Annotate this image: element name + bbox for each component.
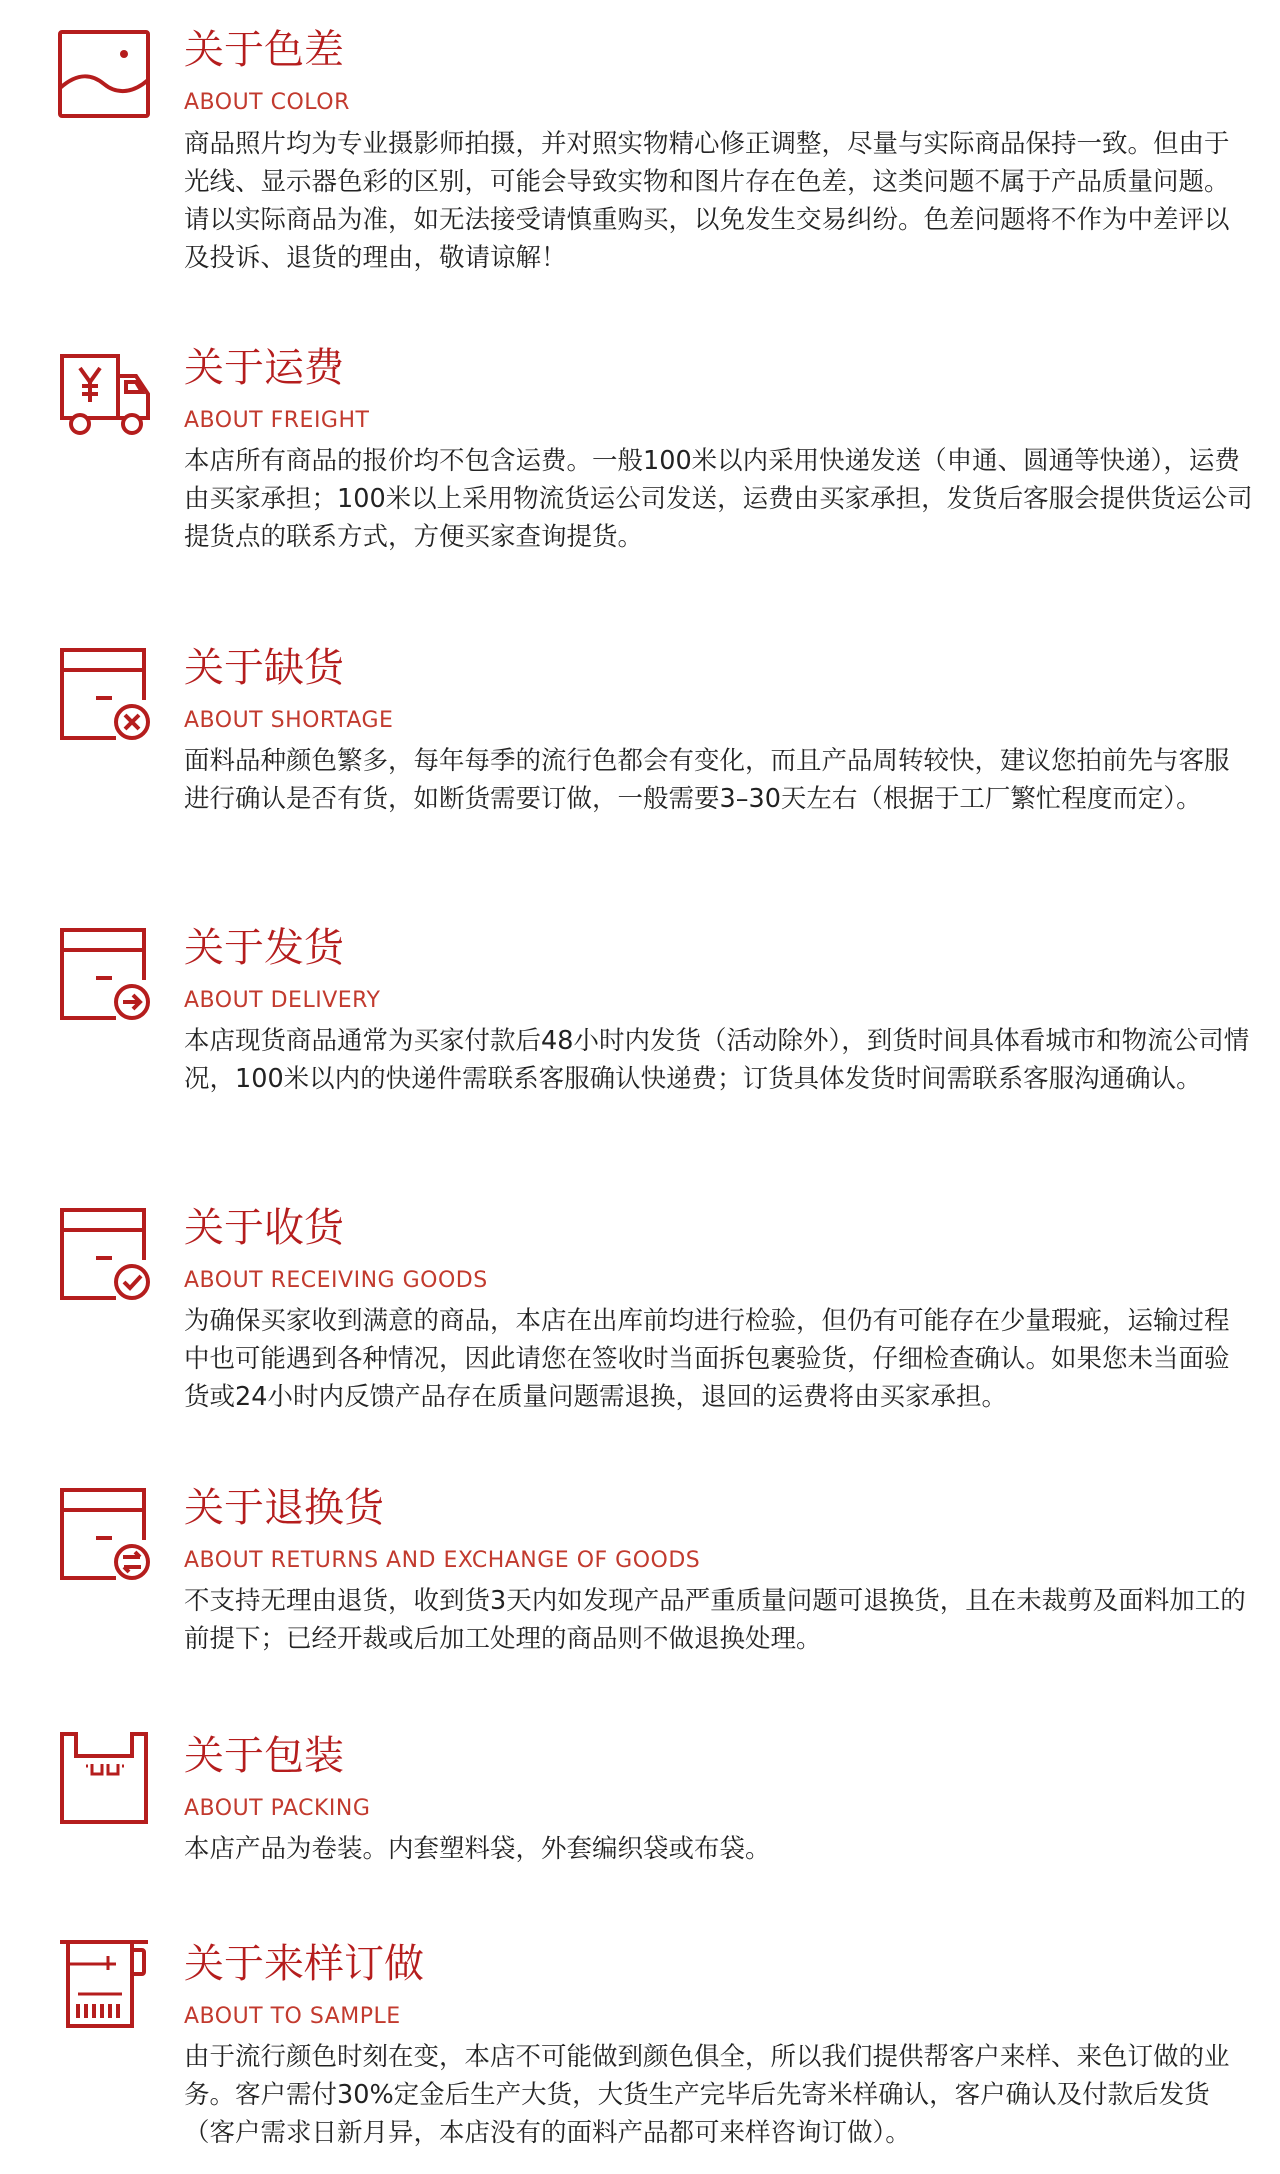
section-subtitle: ABOUT COLOR (184, 90, 350, 115)
section-body: 商品照片均为专业摄影师拍摄，并对照实物精心修正调整，尽量与实际商品保持一致。但由于光线、显示器色彩的区别，可能会导致实物和图片存在色差，这类问题不属于产品质量问题。请以实际商品为准，如无法接受请慎重购买，以免发生交易纠纷。色差问题将不作为中差评以及投诉、退货的理由，敬请谅解！ (184, 129, 1230, 273)
box-exchange-icon (56, 1486, 152, 1582)
section-body: 本店所有商品的报价均不包含运费。一般100米以内采用快递发送（申通、圆通等快递），运费由买家承担；100米以上采用物流货运公司发送，运费由买家承担，发货后客服会提供货运公司提货点的联系方式，方便买家查询提货。 (184, 446, 1253, 552)
section-body: 不支持无理由退货，收到货3天内如发现产品严重质量问题可退换货，且在未裁剪及面料加工的前提下；已经开裁或后加工处理的商品则不做退换处理。 (184, 1586, 1246, 1654)
section-receiving (0, 1180, 1280, 1460)
fabric-sample-icon (56, 1936, 152, 2032)
section-title: 关于运费 (184, 345, 344, 391)
section-title: 关于来样订做 (184, 1941, 424, 1987)
section-subtitle: ABOUT RETURNS AND EXCHANGE OF GOODS (184, 1548, 701, 1573)
box-check-icon (56, 1206, 152, 1302)
section-subtitle: ABOUT FREIGHT (184, 408, 370, 433)
section-body: 为确保买家收到满意的商品，本店在出库前均进行检验，但仍有可能存在少量瑕疵，运输过程中也可能遇到各种情况，因此请您在签收时当面拆包裹验货，仔细检查确认。如果您未当面验货或24小时内反馈产品存在质量问题需退换，退回的运费将由买家承担。 (184, 1306, 1230, 1412)
section-subtitle: ABOUT TO SAMPLE (184, 2004, 401, 2029)
section-subtitle: ABOUT SHORTAGE (184, 708, 394, 733)
section-packing (0, 1710, 1280, 1910)
section-title: 关于色差 (184, 27, 344, 73)
section-subtitle: ABOUT PACKING (184, 1796, 371, 1821)
package-bag-icon (56, 1730, 152, 1826)
delivery-truck-yen-icon (56, 346, 152, 442)
section-title: 关于缺货 (184, 645, 344, 691)
section-returns (0, 1460, 1280, 1710)
section-title: 关于收货 (184, 1205, 344, 1251)
section-subtitle: ABOUT RECEIVING GOODS (184, 1268, 488, 1293)
section-delivery (0, 900, 1280, 1180)
section-freight (0, 320, 1280, 620)
section-sample (0, 1910, 1280, 2174)
section-body: 本店产品为卷装。内套塑料袋，外套编织袋或布袋。 (184, 1834, 771, 1864)
section-title: 关于发货 (184, 925, 344, 971)
section-shortage (0, 620, 1280, 900)
box-cross-icon (56, 646, 152, 742)
section-body: 面料品种颜色繁多，每年每季的流行色都会有变化，而且产品周转较快，建议您拍前先与客服进行确认是否有货，如断货需要订做，一般需要3–30天左右（根据于工厂繁忙程度而定）。 (184, 746, 1230, 814)
section-body: 由于流行颜色时刻在变，本店不可能做到颜色俱全，所以我们提供帮客户来样、来色订做的业务。客户需付30%定金后生产大货，大货生产完毕后先寄米样确认，客户确认及付款后发货（客户需求日新月异，本店没有的面料产品都可来样咨询订做）。 (184, 2042, 1230, 2148)
section-subtitle: ABOUT DELIVERY (184, 988, 381, 1013)
box-arrow-icon (56, 926, 152, 1022)
section-title: 关于退换货 (184, 1485, 384, 1531)
section-title: 关于包装 (184, 1733, 344, 1779)
picture-frame-icon (56, 28, 152, 124)
section-body: 本店现货商品通常为买家付款后48小时内发货（活动除外），到货时间具体看城市和物流公司情况，100米以内的快递件需联系客服确认快递费；订货具体发货时间需联系客服沟通确认。 (184, 1026, 1250, 1094)
section-color (0, 0, 1280, 320)
